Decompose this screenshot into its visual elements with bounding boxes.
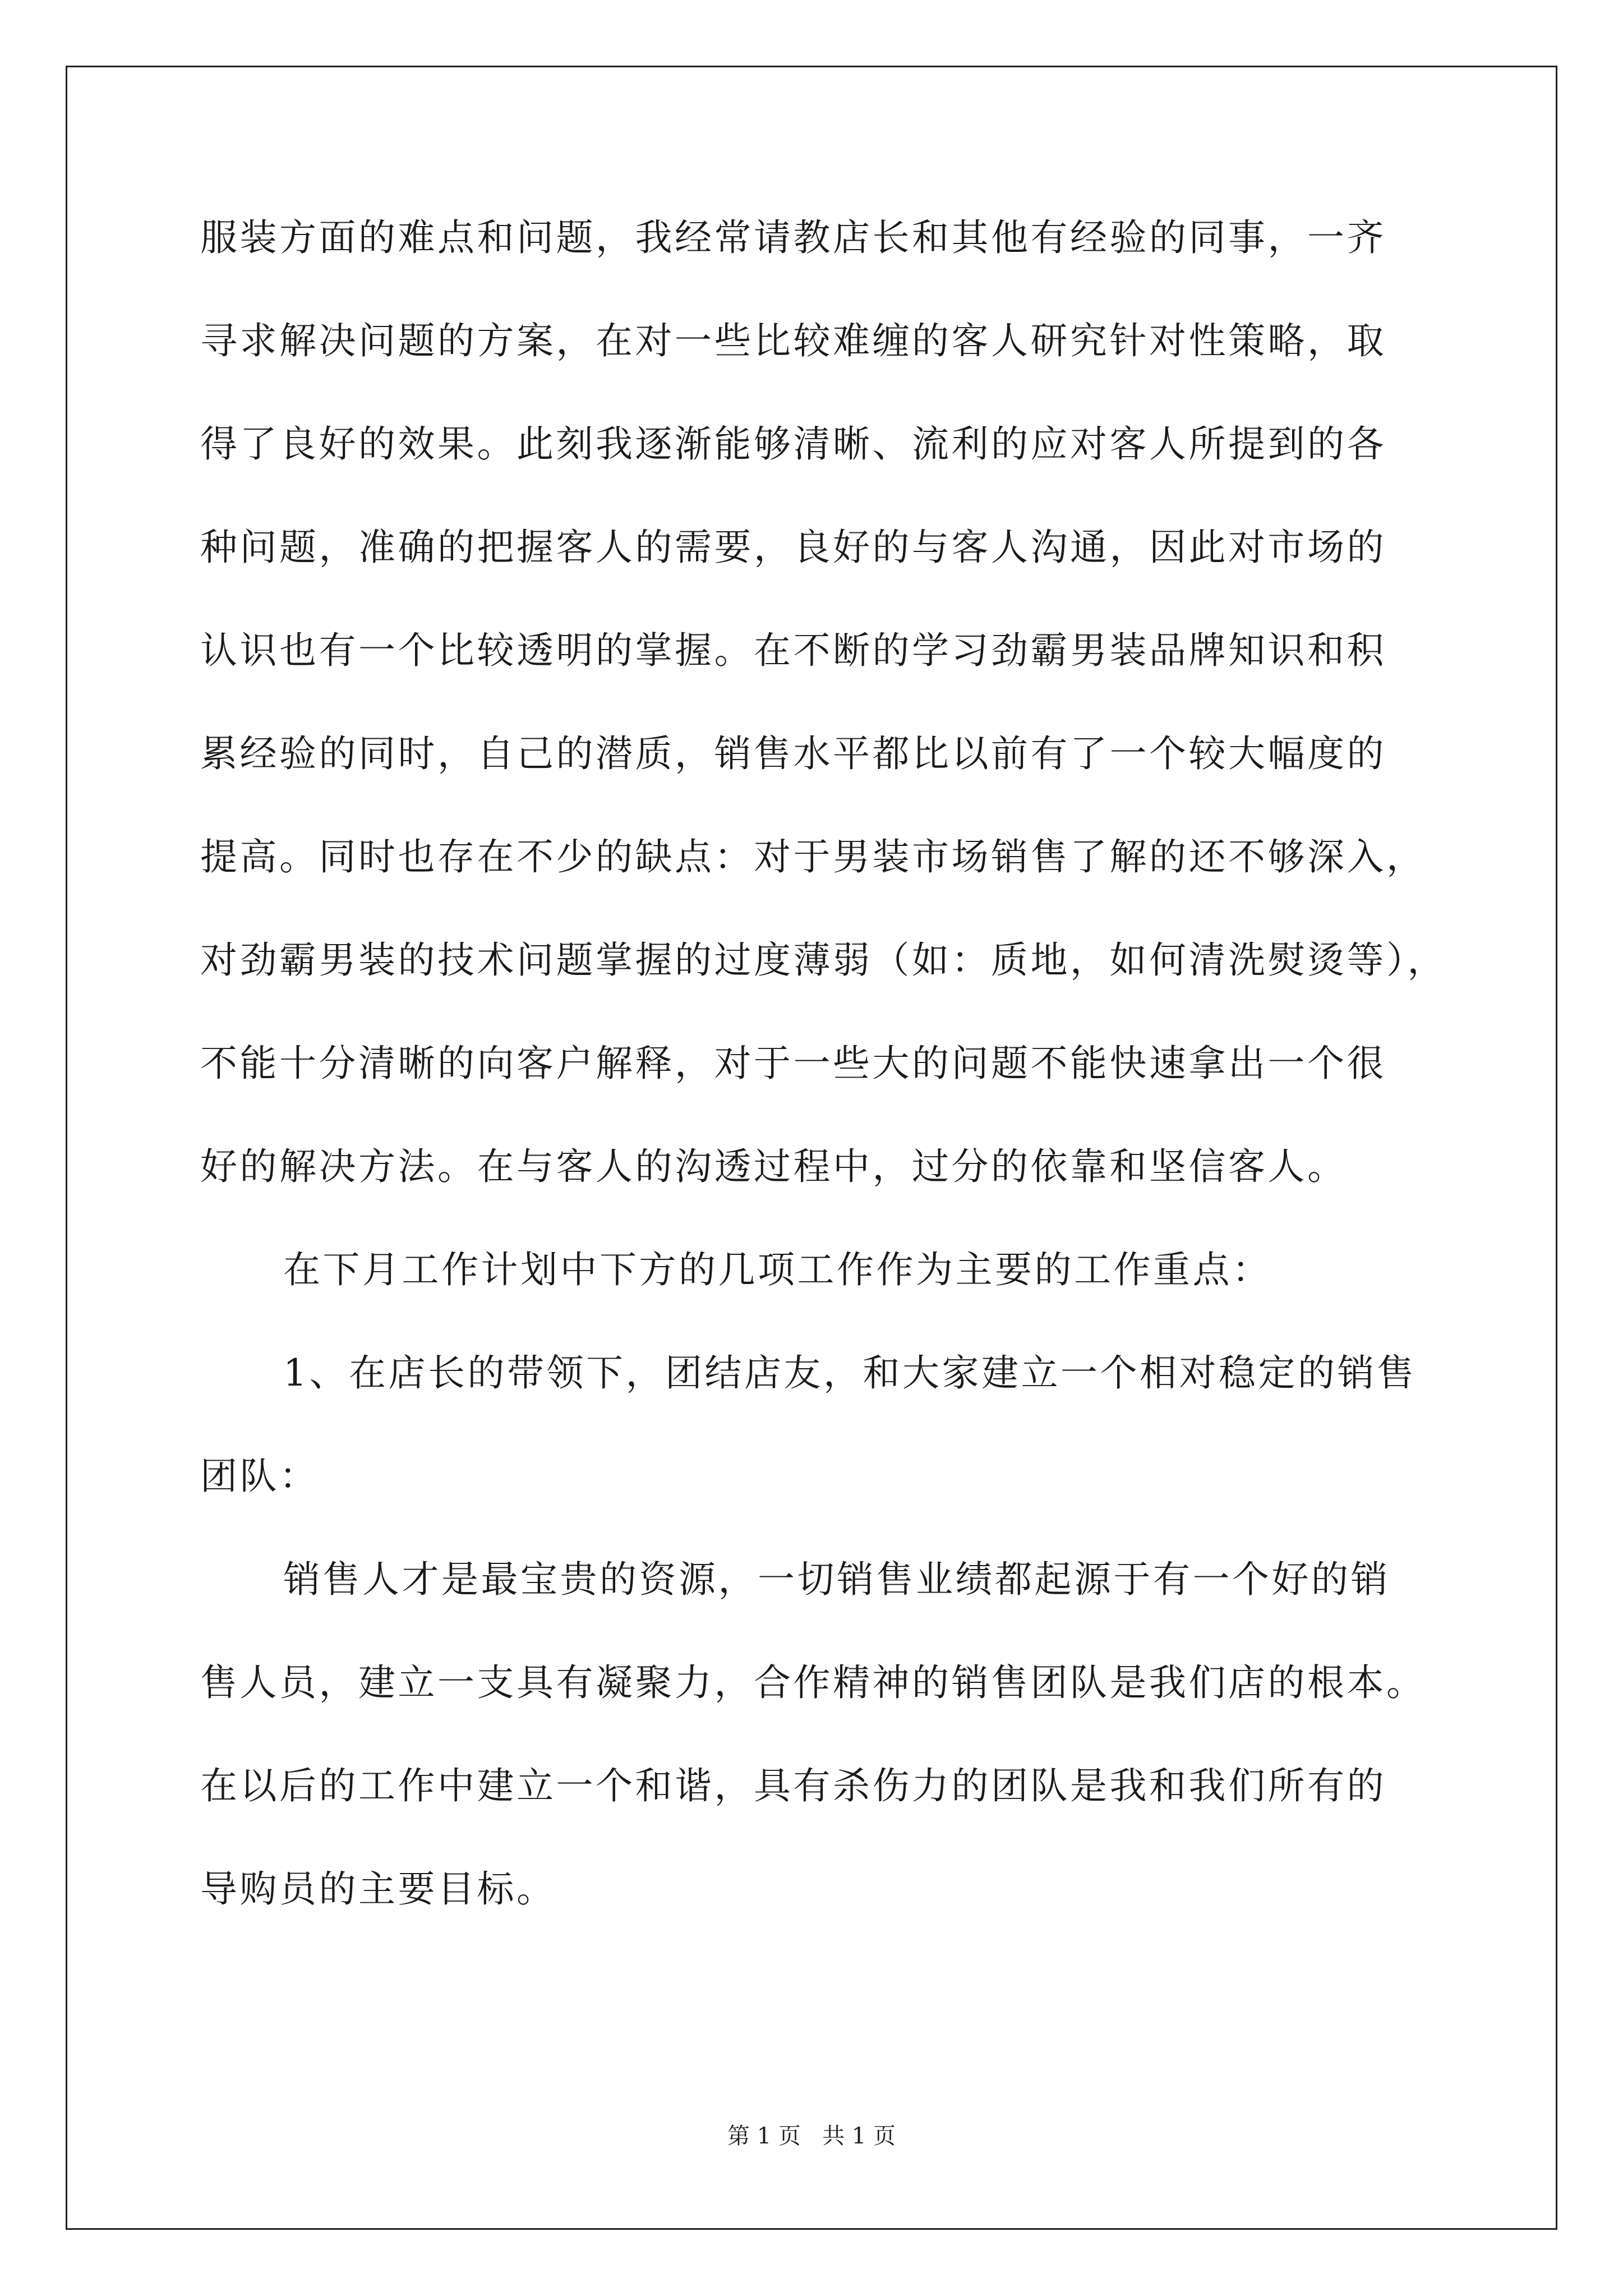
body-line: 服装方面的难点和问题，我经常请教店长和其他有经验的同事，一齐 bbox=[200, 216, 1386, 259]
body-line: 团队： bbox=[200, 1455, 319, 1498]
body-line: 在下月工作计划中下方的几项工作作为主要的工作重点： bbox=[283, 1248, 1272, 1291]
page-number-footer: 第 1 页 共 1 页 bbox=[727, 2123, 896, 2149]
body-line: 寻求解决问题的方案，在对一些比较难缠的客人研究针对性策略，取 bbox=[200, 319, 1386, 362]
body-line: 导购员的主要目标。 bbox=[200, 1867, 556, 1911]
body-line: 得了良好的效果。此刻我逐渐能够清晰、流利的应对客人所提到的各 bbox=[200, 422, 1386, 466]
body-line: 在以后的工作中建立一个和谐，具有杀伤力的团队是我和我们所有的 bbox=[200, 1764, 1386, 1807]
body-line: 认识也有一个比较透明的掌握。在不断的学习劲霸男装品牌知识和积 bbox=[200, 629, 1386, 672]
body-line: 好的解决方法。在与客人的沟透过程中，过分的依靠和坚信客人。 bbox=[200, 1145, 1347, 1188]
body-line: 对劲霸男装的技术问题掌握的过度薄弱（如：质地，如何清洗熨烫等）， bbox=[200, 938, 1447, 982]
body-line: 1、在店长的带领下，团结店友，和大家建立一个相对稳定的销售 bbox=[283, 1351, 1417, 1395]
body-line: 售人员，建立一支具有凝聚力，合作精神的销售团队是我们店的根本。 bbox=[200, 1661, 1426, 1704]
body-line: 不能十分清晰的向客户解释，对于一些大的问题不能快速拿出一个很 bbox=[200, 1042, 1386, 1085]
body-line: 种问题，准确的把握客人的需要，良好的与客人沟通，因此对市场的 bbox=[200, 526, 1386, 569]
body-line: 销售人才是最宝贵的资源，一切销售业绩都起源于有一个好的销 bbox=[283, 1558, 1390, 1601]
body-line: 提高。同时也存在不少的缺点：对于男装市场销售了解的还不够深入， bbox=[200, 835, 1426, 878]
body-line: 累经验的同时，自己的潜质，销售水平都比以前有了一个较大幅度的 bbox=[200, 732, 1386, 775]
